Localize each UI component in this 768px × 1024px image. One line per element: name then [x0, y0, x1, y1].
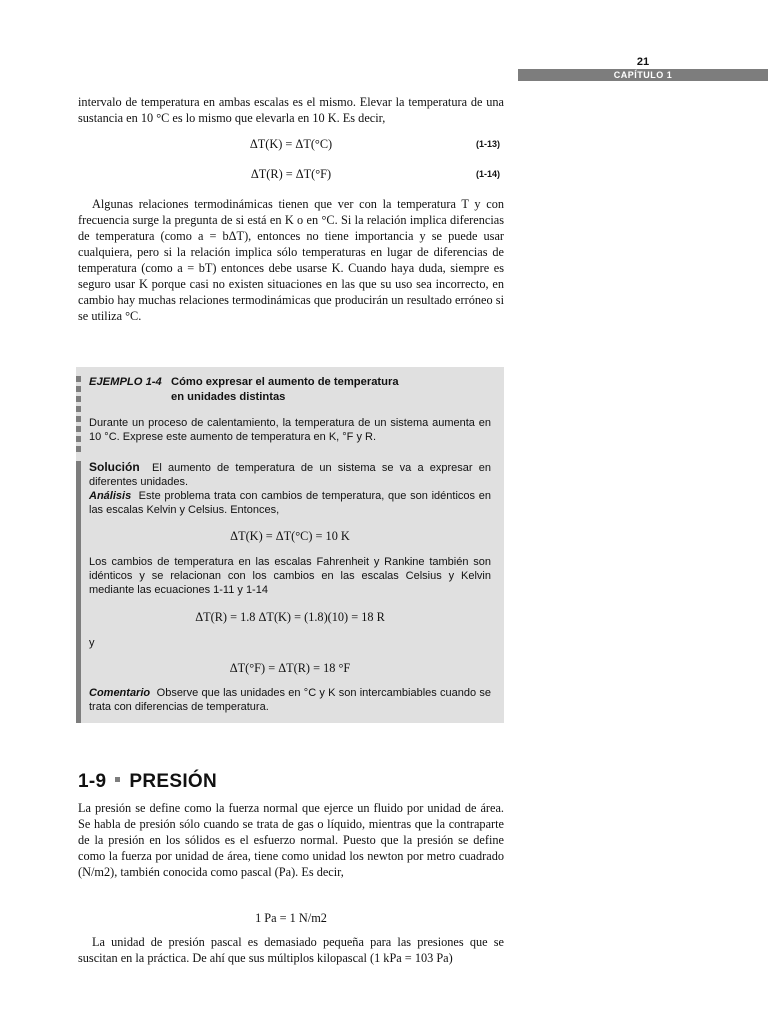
- comment-text: Observe que las unidades en °C y K son intercambiables cuando se trata con diferencias de temperatura.: [89, 687, 491, 713]
- section-bullet: [115, 777, 120, 782]
- pressure-paragraph-block: [78, 800, 504, 880]
- analysis-heading: Análisis: [89, 490, 132, 502]
- pascal-equation-body: 1 Pa = 1 N/m2: [255, 911, 327, 925]
- example-equation-3: ΔT(°F) = ΔT(R) = 18 °F: [229, 661, 351, 675]
- comment-heading: Comentario: [89, 687, 151, 699]
- example-marker: [76, 376, 81, 456]
- example-title: [89, 375, 494, 405]
- example-comment: [89, 686, 491, 714]
- section-title: PRESIÓN: [129, 771, 217, 792]
- equation-number: (1-13): [475, 139, 500, 149]
- page-number: 21: [636, 56, 650, 68]
- section-number: 1-9: [78, 771, 107, 792]
- paragraph-two-block: [78, 196, 504, 324]
- solution-text: El aumento de temperatura de un sistema se va a expresar en diferentes unidades.: [89, 462, 491, 488]
- paragraph-two: Algunas relaciones termodinámicas tienen que ver con la temperatura T y con frecuencia surge la pregunta de si está en K o en °C. Si la relación implica diferencias de temperatura (como a = bΔT), entonces no tiene importancia y se puede usar cualquiera, pero si la relación implica sólo temperaturas en lugar de diferencias de temperatura (como a = bT) entonces debe usarse K. Cuando haya duda, siempre es seguro usar K porque casi no existen situaciones en las que su uso sea incorrecto, en cambio hay muchas relaciones termodinámicas que producirán un resultado erróneo si se utiliza °C.: [78, 197, 504, 323]
- equation-body: ΔT(R) = ΔT(°F): [250, 167, 332, 181]
- top-paragraph: intervalo de temperatura en ambas escalas es el mismo. Elevar la temperatura de una sustancia en 10 °C es lo mismo que elevarla en 10 K. Es decir,: [78, 95, 504, 125]
- example-solution: [89, 460, 491, 517]
- example-y-word: y: [89, 637, 95, 649]
- example-label: EJEMPLO 1-4: [89, 376, 162, 388]
- solution-heading: Solución: [89, 460, 140, 474]
- equation-number: (1-14): [475, 169, 500, 179]
- chapter-label: CAPÍTULO 1: [518, 69, 768, 81]
- example-equation-2: ΔT(R) = 1.8 ΔT(K) = (1.8)(10) = 18 R: [195, 610, 385, 624]
- example-title-line1: Cómo expresar el aumento de temperatura: [171, 376, 399, 388]
- pascal-equation: [78, 910, 504, 926]
- equation-1-13: [78, 136, 504, 152]
- section-heading: [78, 771, 498, 793]
- pressure-paragraph: La presión se define como la fuerza normal que ejerce un fluido por unidad de área. Se habla de presión sólo cuando se trata de gas o líquido, mientras que la contraparte de la presión en los sólidos es el esfuerzo normal. Puesto que la presión se define como la fuerza por unidad de área, tiene como unidad los newton por metro cuadrado (N/m2), también conocida como pascal (Pa). Es decir,: [78, 801, 504, 879]
- example-equation-1: ΔT(K) = ΔT(°C) = 10 K: [230, 529, 350, 543]
- last-paragraph: La unidad de presión pascal es demasiado pequeña para las presiones que se suscitan en la práctica. De ahí que sus múltiplos kilopascal (1 kPa = 103 Pa): [78, 935, 504, 965]
- example-middle-text: Los cambios de temperatura en las escalas Fahrenheit y Rankine también son idénticos y se relacionan con los cambios en las escalas Celsius y Kelvin mediante las ecuaciones 1-11 y 1-14: [89, 556, 491, 596]
- top-paragraph-block: [78, 94, 504, 126]
- analysis-text: Este problema trata con cambios de temperatura, que son idénticos en las escalas Kelvin y Celsius. Entonces,: [89, 490, 491, 516]
- example-box: [76, 367, 504, 723]
- equation-1-14: [78, 166, 504, 182]
- example-title-line2: en unidades distintas: [171, 391, 286, 403]
- example-statement: Durante un proceso de calentamiento, la temperatura de un sistema aumenta en 10 °C. Exprese este aumento de temperatura en K, °F y R.: [89, 417, 491, 443]
- equation-body: ΔT(K) = ΔT(°C): [249, 137, 333, 151]
- example-side-bar: [76, 461, 81, 723]
- last-paragraph-block: [78, 934, 504, 966]
